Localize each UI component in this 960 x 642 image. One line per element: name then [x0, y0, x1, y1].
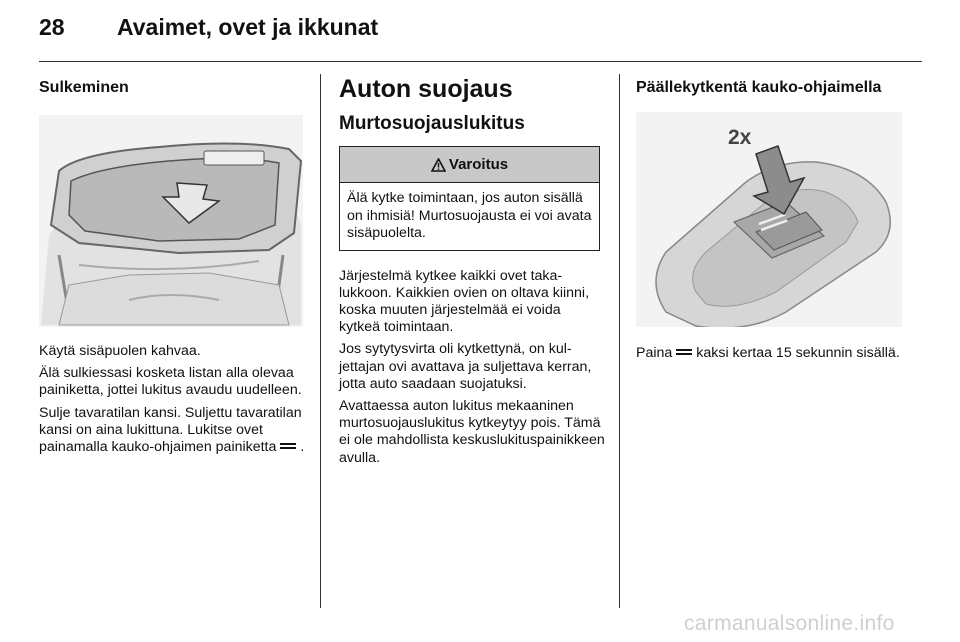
- paragraph-start: Paina: [636, 345, 673, 361]
- section-heading-vehicle-security: Auton suojaus: [339, 75, 513, 103]
- column-vehicle-security: [339, 74, 605, 472]
- paragraph: Avattaessa auton lukitus mekaaninen murtosuojauslukitus kytkeytyy pois. Tämä ei ole mahdollista keskuslukituspainikkeen avulla.: [339, 397, 605, 466]
- remote-key-illustration: [636, 112, 902, 327]
- column-remote-activation: [636, 74, 908, 367]
- paragraph: [39, 405, 305, 457]
- warning-box: [339, 146, 600, 251]
- watermark: carmanualsonline.info: [684, 612, 895, 635]
- chapter-title: Avaimet, ovet ja ikkunat: [117, 14, 379, 40]
- subsection-heading-deadlocking: Murtosuojauslukitus: [339, 113, 525, 134]
- tailgate-illustration: [39, 115, 303, 327]
- warning-title: [340, 147, 599, 183]
- paragraph-end: .: [300, 439, 305, 456]
- column-divider-1: [320, 74, 321, 608]
- lock-button-icon: [675, 347, 693, 357]
- lock-button-icon: [279, 441, 297, 451]
- paragraph: Järjestelmä kytkee kaikki ovet takalukkoon. Kaikkien ovien on oltava kiinni, koska muuten järjestelmää ei voida kytkeä toimintaan.: [339, 267, 590, 336]
- column-closing: [39, 74, 305, 461]
- warning-triangle-icon: [431, 158, 446, 172]
- press-twice-label: 2x: [728, 126, 752, 149]
- section-heading-closing: Sulkeminen: [39, 79, 129, 96]
- column-divider-2: [619, 74, 620, 608]
- warning-title-text: Varoitus: [448, 156, 509, 173]
- paragraph-text: Sulje tavaratilan kansi. Suljettu tavaratilan kansi on aina lukittuna. Lukitse ovet painamalla kauko-ohjaimen painiketta: [39, 404, 302, 456]
- section-heading-remote-activation: Päällekytkentä kauko-ohjaimella: [636, 79, 882, 96]
- paragraph: Käytä sisäpuolen kahvaa.: [39, 343, 201, 359]
- header-rule: [39, 61, 922, 62]
- warning-text: Älä kytke toimintaan, jos auton sisällä on ihmisiä! Murtosuojausta ei voi avata sisäpuolelta.: [347, 190, 592, 241]
- paragraph: Älä sulkiessasi kosketa listan alla olevaa painiketta, jottei lukitus avaudu uudelleen.: [39, 365, 302, 399]
- paragraph: [636, 345, 908, 362]
- paragraph: Jos sytytysvirta oli kytkettynä, on kuljettajan ovi avattava ja suljettava kerran, jotta auto saadaan suojatuksi.: [339, 341, 592, 392]
- page-number: 28: [39, 14, 65, 40]
- paragraph-end: kaksi kertaa 15 sekunnin sisällä.: [696, 345, 900, 361]
